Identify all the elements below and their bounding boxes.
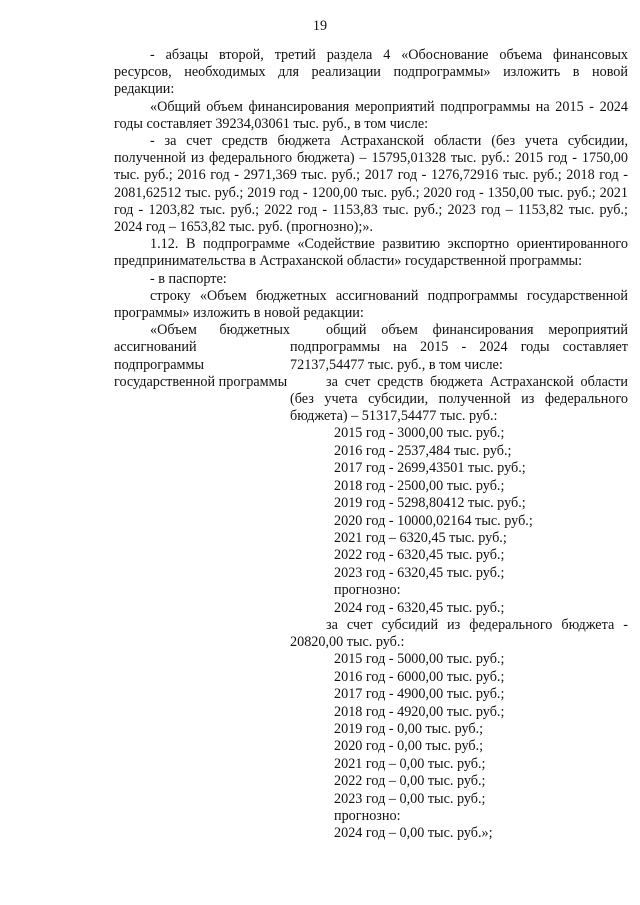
paragraph-1: - абзацы второй, третий раздела 4 «Обоснование объема финансовых ресурсов, необходимых для реализации подпрограммы» изложить в новой редакции: bbox=[114, 47, 628, 98]
list-item: 2017 год - 2699,43501 тыс. руб.; bbox=[334, 460, 526, 477]
list-item: 2021 год – 0,00 тыс. руб.; bbox=[334, 755, 486, 772]
paragraph-3: - за счет средств бюджета Астраханской области (без учета субсидии, полученной из федерального бюджета) – 15795,01328 тыс. руб.: 2015 год - 1750,00 тыс. руб.; 2016 год - 2971,369 тыс. руб.; 2017 год - 1276,72916 тыс. руб.; 2018 год - 2081,62512 тыс. руб.; 2019 год - 1200,00 тыс. руб.; 2020 год - 1350,00 тыс. руб.; 2021 год - 1203,82 тыс. руб.; 2022 год - 1153,83 тыс. руб.; 2023 год – 1153,82 тыс. руб.; 2024 год – 1653,82 тыс. руб. (прогнозно);». bbox=[114, 133, 628, 236]
paragraph-2: «Общий объем финансирования мероприятий подпрограммы на 2015 - 2024 годы составляет 39234,03061 тыс. руб., в том числе: bbox=[114, 98, 628, 132]
list-item: 2016 год - 6000,00 тыс. руб.; bbox=[334, 668, 505, 685]
list-item: 2020 год - 0,00 тыс. руб.; bbox=[334, 738, 484, 755]
list-item: 2017 год - 4900,00 тыс. руб.; bbox=[334, 686, 505, 703]
passport-row bbox=[114, 322, 628, 843]
passport-row-value bbox=[290, 322, 628, 843]
list-item: 2019 год - 0,00 тыс. руб.; bbox=[334, 720, 484, 737]
federal-subsidy-text: за счет субсидий из федерального бюджета - 20820,00 тыс. руб.: bbox=[290, 616, 628, 651]
page-number: 19 bbox=[312, 18, 328, 34]
regional-years-list bbox=[334, 425, 628, 616]
document-body bbox=[114, 47, 628, 843]
list-item: прогнозно: bbox=[334, 808, 401, 824]
list-item: 2016 год - 2537,484 тыс. руб.; bbox=[334, 442, 512, 459]
total-funding-text: общий объем финансирования мероприятий подпрограммы на 2015 - 2024 годы составляет 72137,54477 тыс. руб., в том числе: bbox=[290, 322, 628, 373]
paragraph-5: - в паспорте: bbox=[150, 270, 227, 287]
list-item: 2020 год - 10000,02164 тыс. руб.; bbox=[334, 512, 533, 529]
list-item: 2015 год - 5000,00 тыс. руб.; bbox=[334, 651, 505, 668]
list-item: 2018 год - 2500,00 тыс. руб.; bbox=[334, 477, 505, 494]
list-item: 2023 год – 0,00 тыс. руб.; bbox=[334, 790, 486, 807]
list-item: 2024 год – 0,00 тыс. руб.»; bbox=[334, 825, 493, 842]
list-item: 2022 год – 0,00 тыс. руб.; bbox=[334, 773, 486, 790]
list-item: 2024 год - 6320,45 тыс. руб.; bbox=[334, 599, 505, 616]
paragraph-6: строку «Объем бюджетных ассигнований подпрограммы государственной программы» изложить в новой редакции: bbox=[114, 287, 628, 322]
paragraph-4: 1.12. В подпрограмме «Содействие развитию экспортно ориентированного предпринимательства в Астраханской области» государственной программы: bbox=[114, 236, 628, 270]
list-item: 2022 год - 6320,45 тыс. руб.; bbox=[334, 547, 505, 564]
list-item: 2018 год - 4920,00 тыс. руб.; bbox=[334, 703, 505, 720]
regional-budget-text: за счет средств бюджета Астраханской области (без учета субсидии, полученной из федерального бюджета) – 51317,54477 тыс. руб.: bbox=[290, 373, 628, 425]
list-item: 2019 год - 5298,80412 тыс. руб.; bbox=[334, 495, 526, 512]
list-item: прогнозно: bbox=[334, 582, 401, 599]
list-item: 2021 год – 6320,45 тыс. руб.; bbox=[334, 529, 507, 546]
list-item: 2015 год - 3000,00 тыс. руб.; bbox=[334, 425, 505, 442]
passport-row-label: «Объем бюджетных ассигнований подпрограммы государственной программы bbox=[114, 322, 290, 390]
list-item: 2023 год - 6320,45 тыс. руб.; bbox=[334, 564, 505, 581]
federal-years-list bbox=[334, 651, 628, 842]
